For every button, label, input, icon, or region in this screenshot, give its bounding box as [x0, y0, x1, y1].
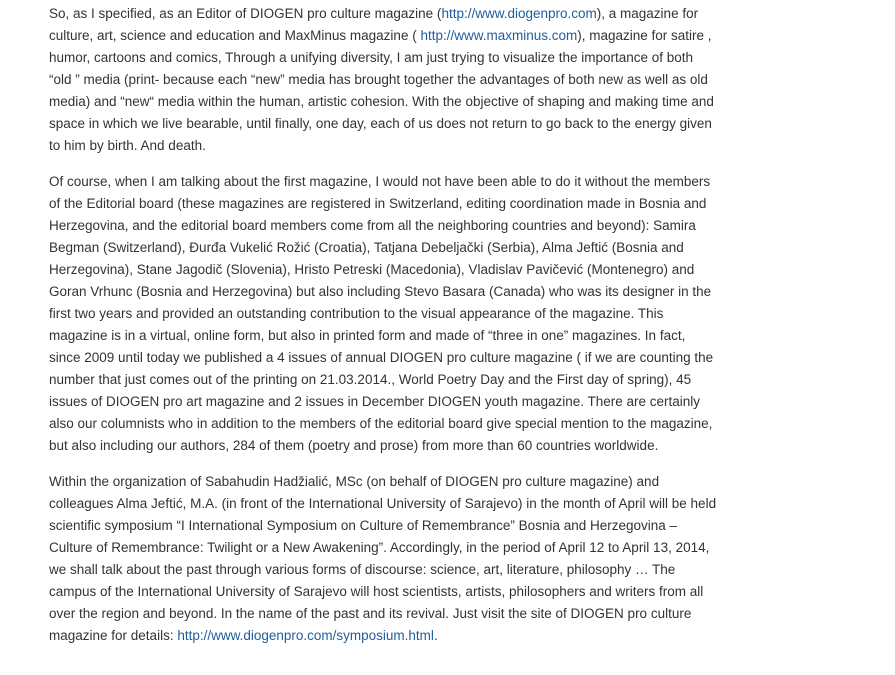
paragraph-text: ), magazine for satire , humor, cartoons and comics, Through a unifying diversity, I am just trying to visualize the importance of both “old ” media (print- because each “new” media has brought together the advantages of both new as well as old media) and “new“ media within the human, artistic cohesion. With the objective of shaping and making time and space in which we live bearable, until finally, one day, each of us does not return to go back to the energy given to him by birth. And death.	[49, 28, 714, 153]
paragraph-editorial-board: Of course, when I am talking about the first magazine, I would not have been able to do it without the members of the Editorial board (these magazines are registered in Switzerland, editing coordination made in Bosnia and Herzegovina, and the editorial board members come from all the neighboring countries and beyond): Samira Begman (Switzerland), Đurđa Vukelić Rožić (Croatia), Tatjana Debeljački (Serbia), Alma Jeftić (Bosnia and Herzegovina), Stane Jagodič (Slovenia), Hristo Petreski (Macedonia), Vladislav Pavičević (Montenegro) and Goran Vrhunc (Bosnia and Herzegovina) but also including Stevo Basara (Canada) who was its designer in the first two years and provided an outstanding contribution to the visual appearance of the magazine. This magazine is in a virtual, online form, but also in printed form and made of “three in one” magazines. In fact, since 2009 until today we published a 4 issues of annual DIOGEN pro culture magazine ( if we are counting the number that just comes out of the printing on 21.03.2014., World Poetry Day and the First day of spring), 45 issues of DIOGEN pro art magazine and 2 issues in December DIOGEN youth magazine. There are certainly also our columnists who in addition to the members of the editorial board give special mention to the magazine, but also including our authors, 284 of them (poetry and prose) from more than 60 countries worldwide.	[49, 174, 714, 453]
paragraph-symposium	[49, 471, 717, 647]
diogenpro-link[interactable]: http://www.diogenpro.com	[441, 6, 597, 21]
paragraph-text: So, as I specified, as an Editor of DIOGEN pro culture magazine (	[49, 6, 442, 21]
paragraph-editor-intro	[49, 3, 717, 157]
paragraph-text: Within the organization of Sabahudin Hadžialić, MSc (on behalf of DIOGEN pro culture magazine) and colleagues Alma Jeftić, M.A. (in front of the International University of Sarajevo) in the month of April will be held scientific symposium “I International Symposium on Culture of Remembrance” Bosnia and Herzegovina – Culture of Remembrance: Twilight or a New Awakening”. Accordingly, in the period of April 12 to April 13, 2014, we shall talk about the past through various forms of discourse: science, art, literature, philosophy … The campus of the International University of Sarajevo will host scientists, artists, philosophers and writers from all over the region and beyond. In the name of the past and its revival. Just visit the site of DIOGEN pro culture magazine for details:	[49, 474, 717, 643]
article-body	[49, 3, 717, 661]
paragraph-text: .	[433, 628, 438, 643]
maxminus-link[interactable]: http://www.maxminus.com	[420, 28, 578, 43]
symposium-link[interactable]: http://www.diogenpro.com/symposium.html	[177, 628, 434, 643]
paragraph-text: ), a magazine for culture, art, science and education and MaxMinus magazine (	[49, 6, 699, 43]
